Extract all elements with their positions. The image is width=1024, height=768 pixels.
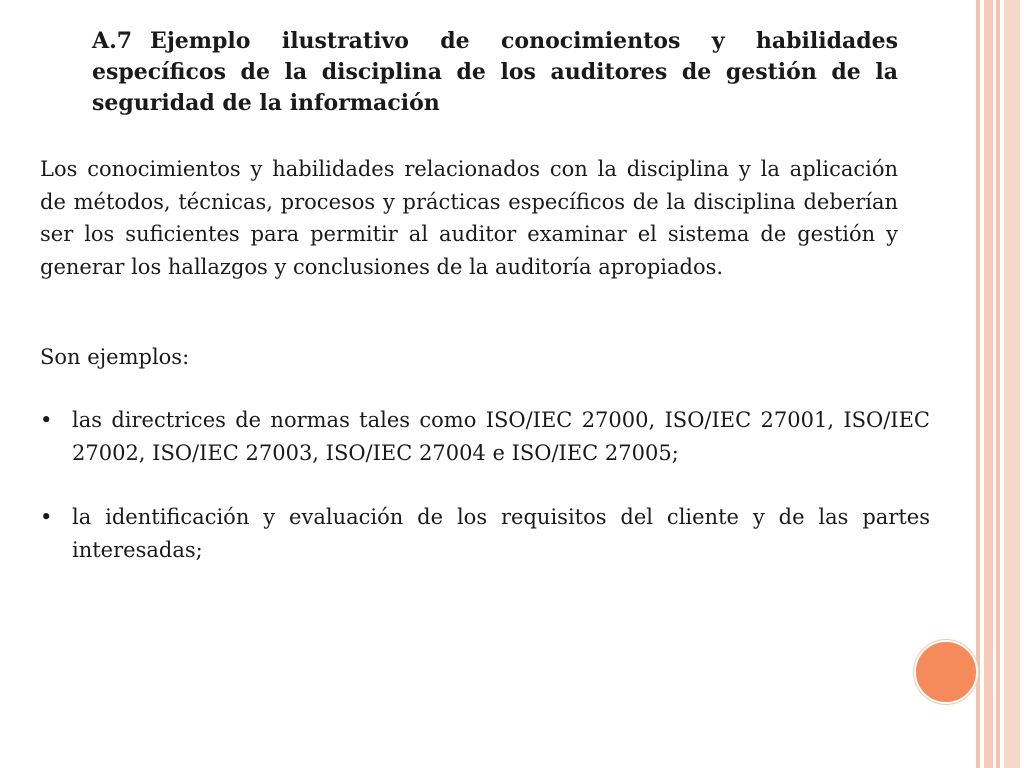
section-heading: Ejemplo ilustrativo de conocimientos y habilidades específicos de la disciplina de los auditores de gestión de la seguridad de la información: [92, 28, 898, 116]
examples-list: [40, 404, 930, 598]
examples-label: Son ejemplos:: [40, 345, 190, 369]
intro-paragraph: Los conocimientos y habilidades relacionados con la disciplina y la aplicación de métodos, técnicas, procesos y prácticas específicos de la disciplina deberían ser los suficientes para permitir al auditor examinar el sistema de gestión y generar los hallazgos y conclusiones de la auditoría apropiados.: [40, 157, 898, 279]
section-number: A.7: [92, 28, 133, 54]
list-item-text: las directrices de normas tales como ISO/IEC 27000, ISO/IEC 27001, ISO/IEC 27002, ISO/IEC 27003, ISO/IEC 27004 e ISO/IEC 27005;: [72, 408, 930, 465]
list-item: [40, 404, 930, 469]
decorative-stripe: [976, 0, 980, 768]
decorative-stripe: [996, 0, 1000, 768]
slide-title: [92, 26, 898, 119]
bullet-icon: •: [40, 408, 53, 432]
list-item: [40, 501, 930, 566]
bullet-icon: •: [40, 505, 53, 529]
decorative-stripe: [984, 0, 993, 768]
decorative-circle: [914, 640, 978, 704]
decorative-stripe: [1004, 0, 1020, 768]
list-item-text: la identificación y evaluación de los requisitos del cliente y de las partes interesadas;: [72, 505, 930, 562]
